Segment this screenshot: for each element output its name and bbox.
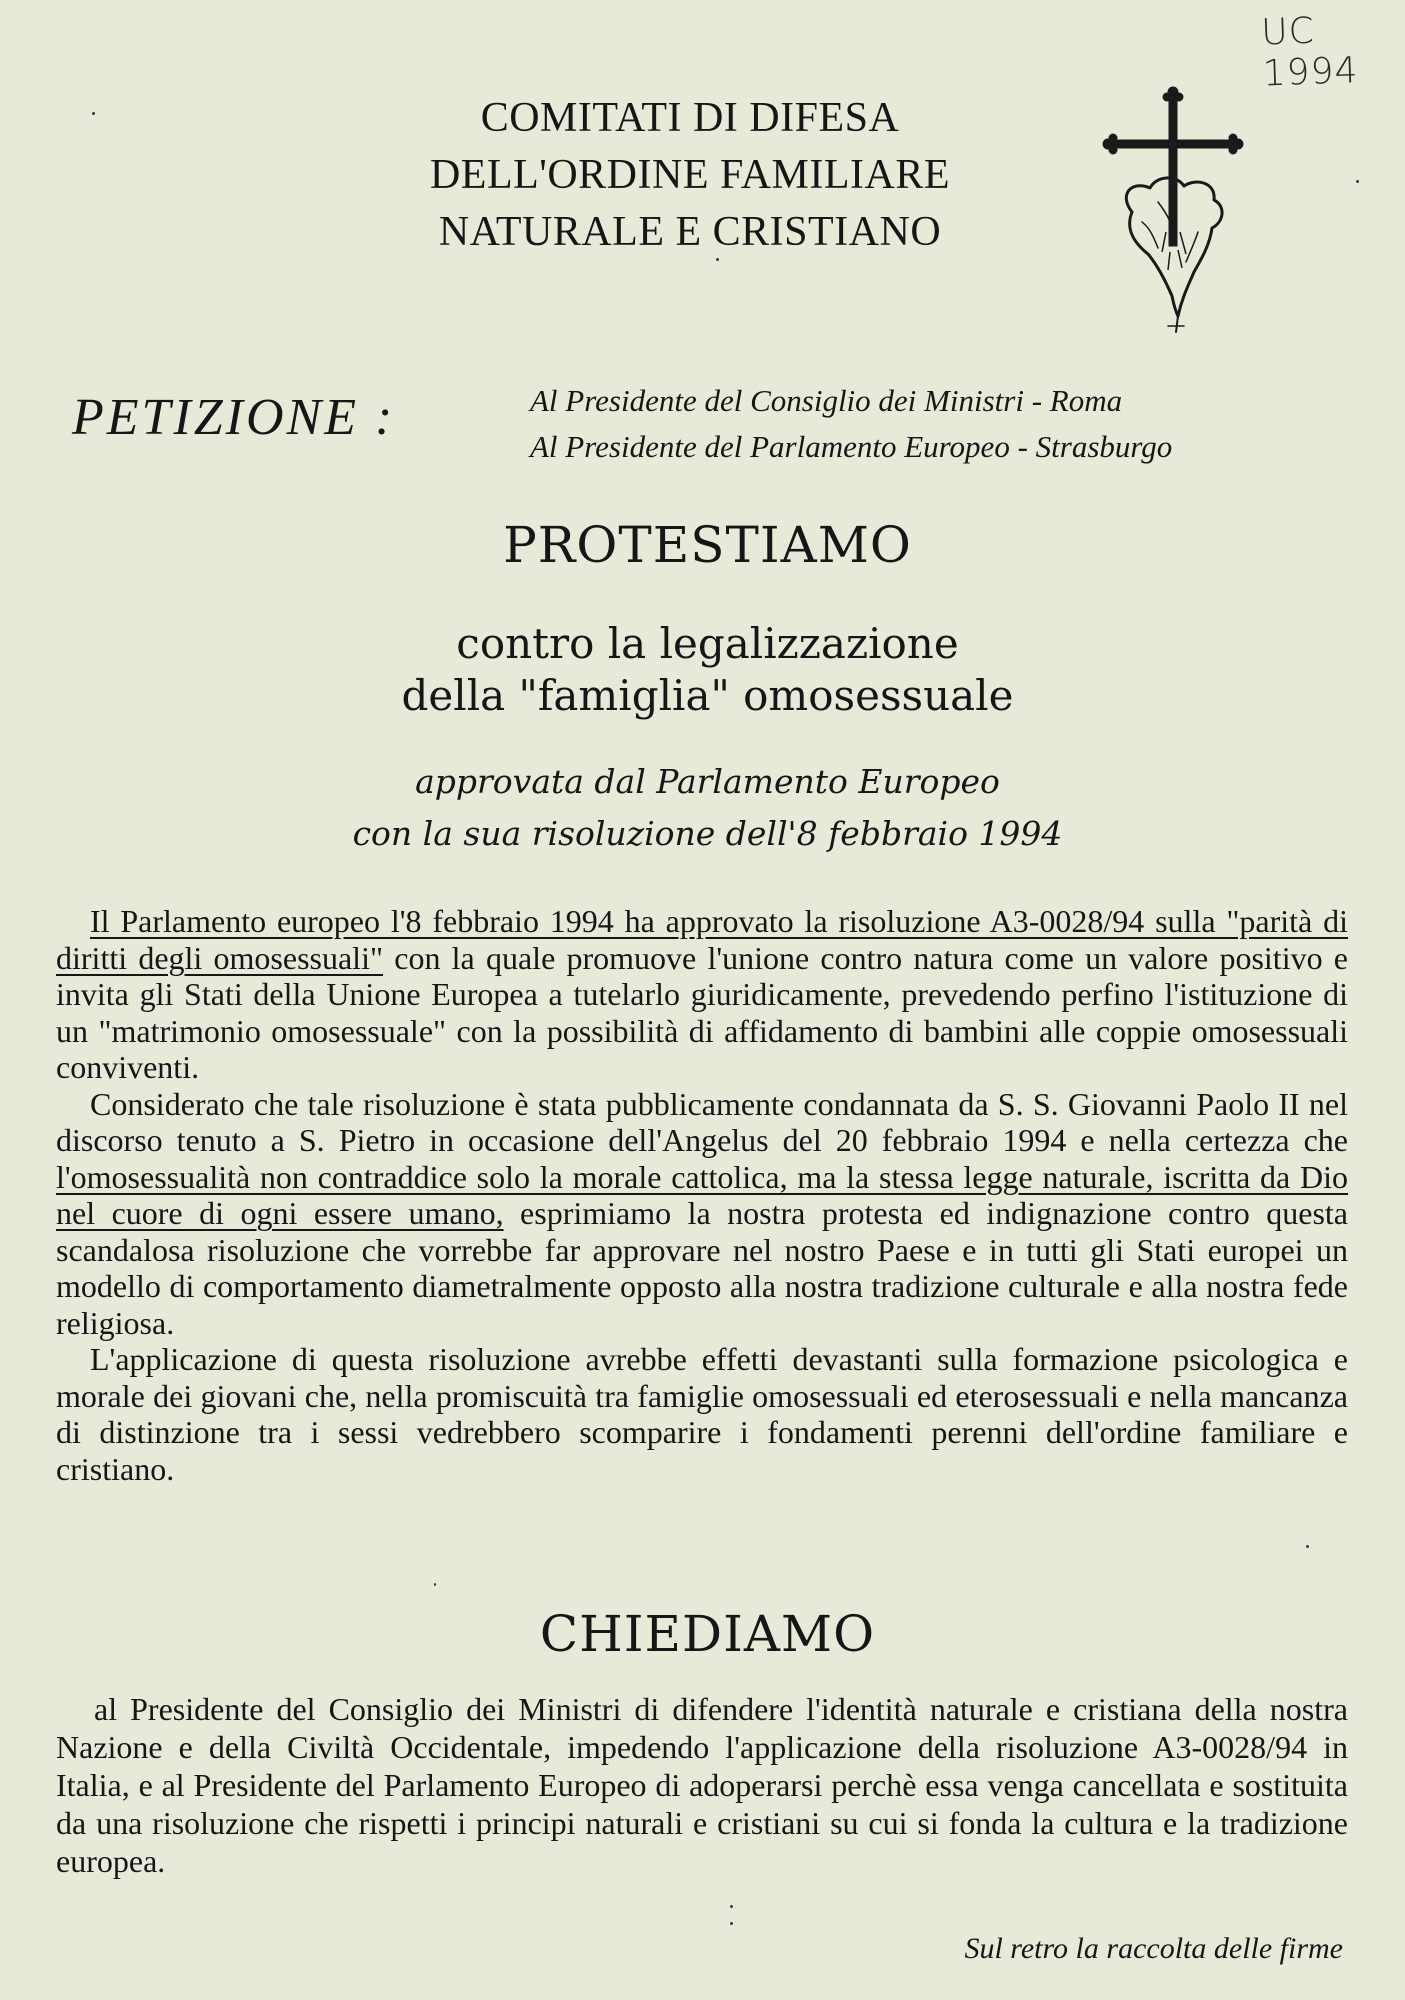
handwritten-annotation: UC 1994 — [1260, 10, 1360, 95]
scan-speck — [92, 112, 95, 115]
against-line-2: della "famiglia" omosessuale — [401, 671, 1014, 720]
request-text: al Presidente del Consiglio dei Ministri di difendere l'identità naturale e cristiana della nostra Nazione e della Civiltà Occidentale, impedendo l'applicazione della risoluzione A3-0028/94 in Italia, e al Presidente del Parlamento Europeo di adoperarsi perchè essa venga cancellata e sostituita da una risoluzione che rispetti i principi naturali e cristiani su cui si fonda la cultura e la tradizione europea. — [56, 1691, 1348, 1879]
scan-speck — [1356, 180, 1359, 183]
organization-name — [380, 90, 1000, 261]
body-paragraph-1 — [56, 903, 1348, 1086]
scan-speck — [730, 1905, 733, 1908]
protest-heading: PROTESTIAMO — [503, 516, 912, 574]
body-paragraph-3: L'applicazione di questa risoluzione avrebbe effetti devastanti sulla formazione psicologica e morale dei giovani che, nella promiscuità tra famiglie omosessuali ed eterosessuali e nella mancanza di distinzione tra i sessi vedrebbero scomparire i fondamenti perenni dell'ordine familiare e cristiano. — [56, 1341, 1348, 1487]
body-paragraph-2-start: Considerato che tale risoluzione è stata pubblicamente condannata da S. S. Giovanni Paolo II nel discorso tenuto a S. Pietro in occasione dell'Angelus del 20 febbraio 1994 e nella certezza che — [56, 1085, 1348, 1158]
underlined-resolution-reference: Il Parlamento europeo l'8 febbraio 1994 ha approvato la risoluzione A3-0028/94 sulla "parità di diritti degli omosessuali" — [56, 903, 1348, 976]
petition-recipients — [530, 378, 1172, 470]
organization-line-3: NATURALE E CRISTIANO — [438, 209, 942, 255]
body-paragraph-1-rest: con la quale promuove l'unione contro natura come un valore positivo e invita gli Stati della Unione Europea a tutelarlo giuridicamente, prevedendo perfino l'istituzione di un "matrimonio omosessuale" con la possibilità di affidamento di bambini alle coppie omosessuali conviventi. — [56, 939, 1349, 1085]
body-paragraph-2-rest: esprimiamo la nostra protesta ed indignazione contro questa scandalosa risoluzione che vorrebbe far approvare nel nostro Paese e in tutti gli Stati europei un modello di comportamento diametralmente opposto alla nostra tradizione culturale e alla nostra fede religiosa. — [56, 1195, 1349, 1341]
approved-subheading — [0, 756, 1405, 860]
recipient-prime-minister: Al Presidente del Consiglio dei Ministri - Roma — [530, 383, 1123, 418]
scan-speck — [730, 1922, 733, 1925]
scan-speck — [1306, 1545, 1309, 1548]
request-heading: CHIEDIAMO — [539, 1605, 876, 1663]
approved-line-2: con la sua risoluzione dell'8 febbraio 1994 — [352, 814, 1063, 853]
against-line-1: contro la legalizzazione — [456, 619, 959, 668]
signatures-note: Sul retro la raccolta delle firme — [964, 1932, 1343, 1965]
against-subheading — [0, 618, 1405, 722]
petition-body — [56, 903, 1348, 1487]
body-paragraph-2 — [56, 1086, 1348, 1342]
approved-line-1: approvata dal Parlamento Europeo — [415, 762, 1000, 801]
cross-and-heart-emblem-icon — [1098, 82, 1248, 342]
scan-speck — [716, 258, 719, 261]
underlined-natural-law-statement: l'omosessualità non contraddice solo la morale cattolica, ma la stessa legge naturale, iscritta da Dio nel cuore di ogni essere umano, — [56, 1158, 1348, 1231]
scan-speck — [434, 1583, 436, 1586]
petition-label: PETIZIONE : — [72, 389, 396, 446]
organization-line-2: DELL'ORDINE FAMILIARE — [429, 152, 951, 198]
recipient-european-parliament: Al Presidente del Parlamento Europeo - Strasburgo — [530, 429, 1173, 464]
organization-line-1: COMITATI DI DIFESA — [480, 95, 900, 141]
